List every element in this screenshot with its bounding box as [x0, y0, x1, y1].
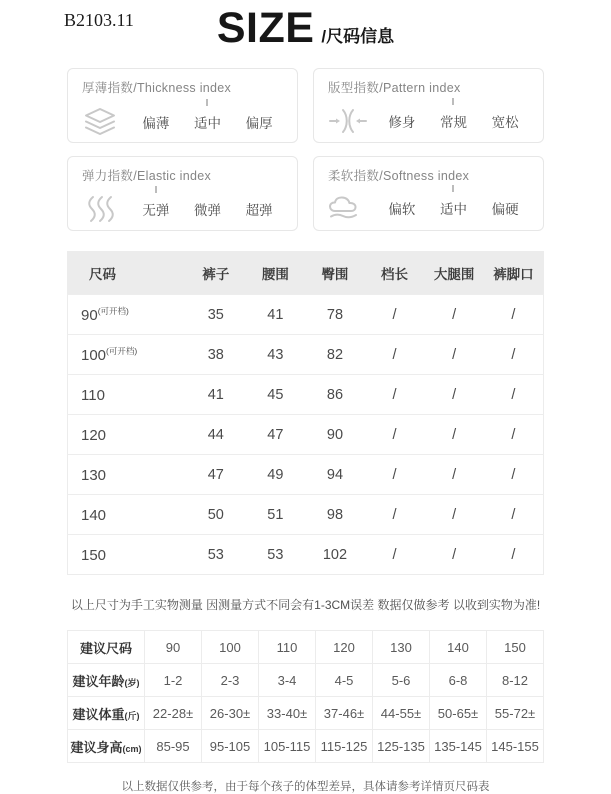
thickness-index-card: [67, 68, 298, 143]
value-cell: 41: [246, 295, 306, 335]
value-cell: 3-4: [259, 664, 316, 697]
value-cell: /: [484, 455, 544, 495]
value-cell: 125-135: [373, 730, 430, 763]
card-option: 偏硬: [491, 202, 519, 218]
value-cell: /: [424, 415, 484, 455]
value-cell: 53: [186, 535, 246, 575]
card-title: 弹力指数/Elastic index: [82, 169, 212, 184]
value-cell: 44-55±: [373, 697, 430, 730]
size-note: (可开档): [97, 306, 129, 317]
title-size: SIZE: [216, 4, 315, 52]
size-cell: 140: [68, 495, 187, 535]
value-cell: /: [365, 415, 425, 455]
value-cell: 45: [246, 375, 306, 415]
value-cell: 6-8: [430, 664, 487, 697]
card-option: 无弹: [142, 199, 169, 219]
measurement-note: 以上尺寸为手工实物测量 因测量方式不同会有1-3CM误差 数据仅做参考 以收到实物为准!: [70, 598, 541, 613]
card-options: [376, 198, 531, 218]
value-cell: 41: [186, 375, 246, 415]
card-option: 偏薄: [142, 115, 170, 131]
card-body: [82, 195, 285, 223]
suggestion-table: [67, 630, 544, 763]
card-option: 适中: [194, 112, 221, 132]
column-header: 大腿围: [424, 252, 484, 295]
card-body: [82, 107, 285, 136]
card-title: 厚薄指数/Thickness index: [82, 81, 232, 96]
table-row: [68, 664, 544, 697]
value-cell: /: [484, 535, 544, 575]
table-row: [68, 415, 544, 455]
card-options: [376, 111, 531, 131]
value-cell: 78: [305, 295, 365, 335]
row-label: 建议尺码: [68, 631, 145, 664]
value-cell: 90: [305, 415, 365, 455]
value-cell: /: [484, 375, 544, 415]
value-cell: 82: [305, 335, 365, 375]
card-options: [130, 199, 285, 219]
value-cell: 110: [259, 631, 316, 664]
table-row: [68, 535, 544, 575]
value-cell: 49: [246, 455, 306, 495]
layers-icon: [82, 107, 130, 136]
value-cell: 120: [316, 631, 373, 664]
value-cell: /: [365, 455, 425, 495]
value-cell: /: [424, 495, 484, 535]
value-cell: 22-28±: [145, 697, 202, 730]
table-row: [68, 495, 544, 535]
fit-arrows-icon: [328, 107, 376, 135]
value-cell: 150: [487, 631, 544, 664]
value-cell: 102: [305, 535, 365, 575]
value-cell: /: [484, 295, 544, 335]
card-option: 偏厚: [245, 115, 273, 131]
card-option: 宽松: [491, 115, 519, 131]
value-cell: 135-145: [430, 730, 487, 763]
size-table-header-row: [68, 252, 544, 295]
size-cell: 130: [68, 455, 187, 495]
column-header: 臀围: [305, 252, 365, 295]
card-body: [328, 107, 531, 135]
value-cell: 5-6: [373, 664, 430, 697]
value-cell: /: [484, 495, 544, 535]
value-cell: /: [424, 335, 484, 375]
value-cell: 86: [305, 375, 365, 415]
card-options: [130, 112, 285, 132]
value-cell: 55-72±: [487, 697, 544, 730]
value-cell: /: [424, 295, 484, 335]
card-option: 常规: [440, 111, 467, 131]
value-cell: 95-105: [202, 730, 259, 763]
card-option: 修身: [388, 115, 416, 131]
value-cell: 140: [430, 631, 487, 664]
value-cell: 8-12: [487, 664, 544, 697]
value-cell: 38: [186, 335, 246, 375]
value-cell: /: [424, 375, 484, 415]
card-option: 偏软: [388, 202, 416, 218]
value-cell: 50-65±: [430, 697, 487, 730]
value-cell: 98: [305, 495, 365, 535]
value-cell: 2-3: [202, 664, 259, 697]
table-row: [68, 295, 544, 335]
value-cell: 85-95: [145, 730, 202, 763]
cloud-icon: [328, 195, 376, 221]
value-cell: /: [365, 535, 425, 575]
value-cell: 94: [305, 455, 365, 495]
value-cell: 145-155: [487, 730, 544, 763]
table-row: [68, 697, 544, 730]
column-header: 档长: [365, 252, 425, 295]
card-title: 版型指数/Pattern index: [328, 81, 461, 96]
table-row: [68, 335, 544, 375]
value-cell: /: [484, 415, 544, 455]
card-body: [328, 195, 531, 221]
size-cell: 120: [68, 415, 187, 455]
row-label: 建议身高(cm): [68, 730, 145, 763]
product-code: B2103.11: [64, 10, 134, 30]
size-note: (可开档): [106, 346, 138, 357]
elastic-index-card: [67, 156, 298, 231]
value-cell: 43: [246, 335, 306, 375]
value-cell: 37-46±: [316, 697, 373, 730]
size-cell: 150: [68, 535, 187, 575]
value-cell: /: [424, 455, 484, 495]
column-header: 尺码: [68, 252, 187, 295]
table-row: [68, 375, 544, 415]
value-cell: /: [365, 295, 425, 335]
card-option: 适中: [440, 198, 467, 218]
waves-icon: [82, 195, 130, 223]
value-cell: 4-5: [316, 664, 373, 697]
card-option: 超弹: [245, 203, 273, 219]
size-cell: $90^{(可开档)}$: [68, 295, 187, 335]
value-cell: /: [365, 335, 425, 375]
table-row: [68, 631, 544, 664]
value-cell: 1-2: [145, 664, 202, 697]
value-cell: 51: [246, 495, 306, 535]
value-cell: 130: [373, 631, 430, 664]
disclaimer-note: 以上数据仅供参考，由于每个孩子的体型差异，具体请参考详情页尺码表: [121, 781, 490, 794]
row-label: 建议体重(斤): [68, 697, 145, 730]
value-cell: /: [424, 535, 484, 575]
value-cell: 47: [246, 415, 306, 455]
row-label: 建议年龄(岁): [68, 664, 145, 697]
table-row: [68, 455, 544, 495]
index-cards: [67, 68, 544, 231]
value-cell: 35: [186, 295, 246, 335]
size-table: [67, 251, 544, 575]
value-cell: 115-125: [316, 730, 373, 763]
card-title: 柔软指数/Softness index: [328, 169, 470, 184]
column-header: 腰围: [246, 252, 306, 295]
size-cell: $100^{(可开档)}$: [68, 335, 187, 375]
value-cell: 44: [186, 415, 246, 455]
card-option: 微弹: [193, 203, 221, 219]
value-cell: 53: [246, 535, 306, 575]
table-row: [68, 730, 544, 763]
value-cell: 33-40±: [259, 697, 316, 730]
column-header: 裤子: [186, 252, 246, 295]
value-cell: /: [484, 335, 544, 375]
column-header: 裤脚口: [484, 252, 544, 295]
value-cell: 105-115: [259, 730, 316, 763]
value-cell: /: [365, 375, 425, 415]
value-cell: 100: [202, 631, 259, 664]
value-cell: 47: [186, 455, 246, 495]
title-subtitle: /尺码信息: [321, 27, 395, 46]
value-cell: 26-30±: [202, 697, 259, 730]
softness-index-card: [313, 156, 544, 231]
size-cell: 110: [68, 375, 187, 415]
value-cell: 90: [145, 631, 202, 664]
value-cell: /: [365, 495, 425, 535]
value-cell: 50: [186, 495, 246, 535]
pattern-index-card: [313, 68, 544, 143]
